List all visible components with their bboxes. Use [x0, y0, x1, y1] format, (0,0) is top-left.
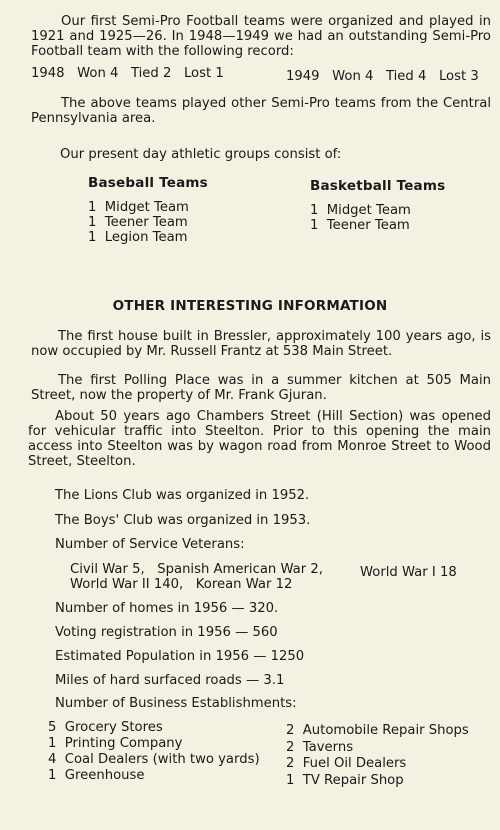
- basketball-teams: [310, 179, 445, 233]
- business-list-left: [48, 720, 260, 784]
- list-item: 4 Coal Dealers (with two yards): [48, 752, 260, 767]
- intro-paragraph: Our first Semi-Pro Football teams were organized and played in 1921 and 1925—26. In 1948—1949 we had an outstanding Semi-Pro Football team with the following record:: [31, 14, 491, 59]
- list-item: 1 Midget Team: [88, 200, 189, 215]
- lions-club: The Lions Club was organized in 1952.: [55, 488, 310, 503]
- veterans-label: Number of Service Veterans:: [55, 537, 245, 552]
- business-list-right: [286, 723, 469, 789]
- homes-count: Number of homes in 1956 — 320.: [55, 601, 279, 616]
- veterans-line-1: Civil War 5, Spanish American War 2,: [70, 562, 323, 577]
- list-item: 1 Printing Company: [48, 736, 183, 751]
- section-heading: OTHER INTERESTING INFORMATION: [112, 298, 388, 314]
- list-item: 5 Grocery Stores: [48, 720, 163, 735]
- voting-registration: Voting registration in 1956 — 560: [55, 625, 278, 640]
- played-other-paragraph: The above teams played other Semi-Pro teams from the Central Pennsylvania area.: [31, 96, 491, 126]
- veterans-line-2: World War II 140, Korean War 12: [70, 577, 293, 592]
- basketball-heading: Basketball Teams: [310, 178, 446, 194]
- baseball-teams: [88, 176, 208, 245]
- list-item: 1 Legion Team: [88, 230, 188, 245]
- baseball-heading: Baseball Teams: [88, 175, 208, 191]
- list-item: 1 Teener Team: [88, 215, 188, 230]
- record-1948: 1948 Won 4 Tied 2 Lost 1: [31, 66, 224, 81]
- list-item: 1 Greenhouse: [48, 768, 145, 783]
- chambers-street-paragraph: About 50 years ago Chambers Street (Hill Section) was opened for vehicular traffic into Steelton. Prior to this opening the main access into Steelton was by wagon road from Monroe Street to Wood Street, Steelton.: [28, 409, 491, 469]
- veterans-ww1: World War I 18: [360, 565, 457, 580]
- list-item: 1 TV Repair Shop: [286, 772, 404, 788]
- business-label: Number of Business Establishments:: [55, 696, 297, 711]
- list-item: 2 Taverns: [286, 739, 354, 755]
- list-item: 2 Fuel Oil Dealers: [286, 756, 407, 771]
- list-item: 1 Midget Team: [310, 203, 411, 218]
- polling-place-paragraph: The first Polling Place was in a summer kitchen at 505 Main Street, now the property of Mr. Frank Gjuran.: [31, 373, 491, 403]
- list-item: 1 Teener Team: [310, 218, 410, 233]
- hard-surfaced-roads: Miles of hard surfaced roads — 3.1: [55, 673, 285, 688]
- estimated-population: Estimated Population in 1956 — 1250: [55, 649, 305, 664]
- first-house-paragraph: The first house built in Bressler, approximately 100 years ago, is now occupied by Mr. Russell Frantz at 538 Main Street.: [31, 329, 491, 359]
- list-item: 2 Automobile Repair Shops: [286, 723, 469, 738]
- record-1949: 1949 Won 4 Tied 4 Lost 3: [286, 69, 479, 84]
- athletic-intro: Our present day athletic groups consist of:: [60, 147, 342, 162]
- boys-club: The Boys' Club was organized in 1953.: [55, 513, 311, 528]
